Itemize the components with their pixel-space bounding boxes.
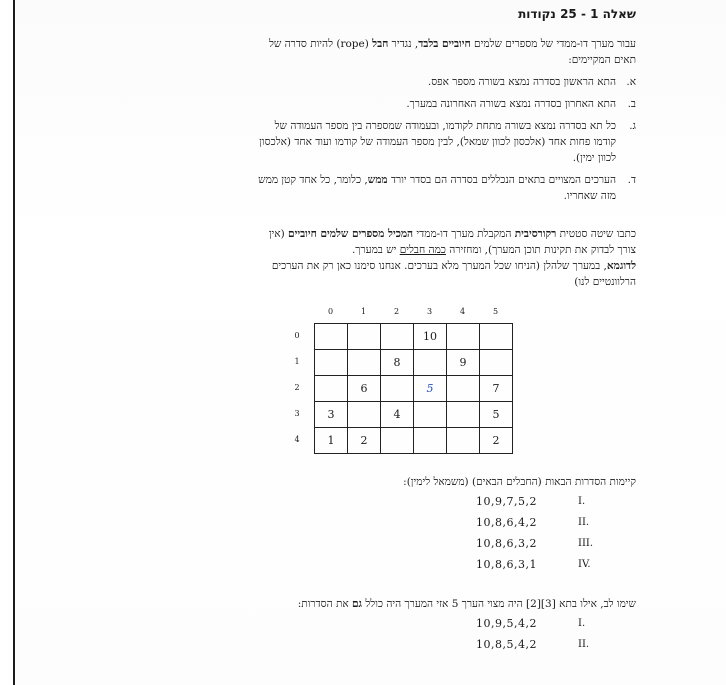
grid-cell: 10 [414,324,447,350]
grid-cell: 5 [480,402,513,428]
condition-bold-strict: ממש [367,174,388,186]
grid-cell: 2 [480,428,513,454]
grid-cell: 9 [447,350,480,376]
rope-number: II. [578,517,590,528]
row-header: 3 [294,409,300,418]
grid-cell [414,402,447,428]
grid-cell [414,428,447,454]
rope-sequence: 10,9,7,5,2 [476,495,537,508]
grid-table [314,323,513,454]
rope-item [256,515,636,536]
grid-cell: 7 [480,376,513,402]
question-title: שאלה 1 - 25 נקודות [518,7,636,21]
condition-label: ד. [627,174,636,186]
condition-text: התא הראשון בסדרה נמצא בשורה מספר אפס. [427,76,616,88]
note-number: II. [578,639,590,650]
task-text-2: המקבלת מערך דו-ממדי [413,228,515,240]
note-sequence: 10,9,5,4,2 [476,617,537,630]
grid-cell-handwritten: 5 [414,376,447,402]
grid-cell [480,350,513,376]
rope-number: III. [578,538,594,549]
column-header: 4 [459,307,466,316]
grid-cell: 3 [315,402,348,428]
grid-cell [315,376,348,402]
task-text-3: (אין צורך לבדוק את תקינות תוכן המערך), ומחזירה [268,228,636,256]
condition-text: , כלומר, כל אחד קטן ממש מזה שאחריו. [258,174,616,202]
rope-item [256,494,636,515]
rope-sequence: 10,8,6,4,2 [476,516,537,529]
column-header: 3 [426,307,433,316]
rope-sequence: 10,8,6,3,2 [476,537,537,550]
conditions-list [256,74,636,204]
note-bold-also: גם [352,598,363,610]
example-paragraph [256,258,636,290]
note-number: I. [578,618,586,629]
rope-item [256,557,636,578]
example-text: , במערך שלהלן (הניחו שכל המערך מלא בערכים. אנחנו סימנו כאן רק את הערכים הרלוונטיים לנו) [271,260,636,288]
note-item [256,616,636,637]
task-text-4: יש במערך. [351,244,400,256]
grid-row [315,324,513,350]
task-bold-recursive: רקורסיבית [514,228,557,240]
ropes-list [256,494,636,578]
grid-cell [447,428,480,454]
intro-text-2: , נגדיר [388,38,419,50]
task-bold-positive-ints: המכיל מספרים שלמים חיוביים [288,228,414,240]
grid-cell [348,324,381,350]
column-header: 0 [327,307,334,316]
intro-text-1: עבור מערך דו-ממדי של מספרים שלמים [470,38,636,50]
condition-label: ג. [629,120,636,132]
grid-cell: 1 [315,428,348,454]
task-text-1: כתבו שיטה סטטית [556,228,636,240]
condition-item [256,96,636,112]
task-underline-how-many: כמה חבלים [399,244,446,256]
row-header: 0 [294,331,300,340]
grid-row [315,402,513,428]
condition-item [256,118,636,166]
column-headers [314,306,512,318]
grid-cell [447,402,480,428]
condition-text: הערכים המצויים בתאים הנכללים בסדרה הם בסדר יורד [387,174,616,186]
condition-label: ב. [627,98,636,110]
grid-cell [381,376,414,402]
grid-cell [348,350,381,376]
page-left-edge [13,0,15,685]
intro-text-3: (rope) להיות סדרה של תאים המקיימים: [268,38,636,66]
ropes-heading: קיימות הסדרות הבאות (החבלים הבאים) (משמאל לימין): [403,476,636,488]
grid-cell [447,324,480,350]
rope-sequence: 10,8,6,3,1 [476,558,537,571]
task-paragraph [256,226,636,258]
intro-bold-rope: חבל [372,38,389,50]
grid-row [315,376,513,402]
row-header: 4 [294,435,300,444]
rope-item [256,536,636,557]
note-heading [256,596,636,612]
grid-cell: 6 [348,376,381,402]
grid-cell [315,350,348,376]
grid-cell: 8 [381,350,414,376]
condition-item [256,172,636,204]
grid-cell [480,324,513,350]
grid-cell [381,428,414,454]
scanned-page [16,0,726,685]
grid-cell [315,324,348,350]
example-grid [288,306,528,466]
grid-cell [414,350,447,376]
rope-number: IV. [578,559,591,570]
note-text-2: את הסדרות: [297,598,352,610]
grid-row [315,350,513,376]
note-sequence: 10,8,5,4,2 [476,638,537,651]
intro-paragraph [256,36,636,68]
note-item [256,637,636,658]
row-header: 1 [294,357,300,366]
grid-cell: 4 [381,402,414,428]
column-header: 5 [492,307,499,316]
rope-number: I. [578,496,586,507]
column-header: 2 [393,307,400,316]
grid-cell [348,402,381,428]
grid-row [315,428,513,454]
row-headers [288,323,308,455]
note-list [256,616,636,658]
condition-item [256,74,636,90]
condition-text: התא האחרון בסדרה נמצא בשורה האחרונה במערך. [406,98,616,110]
condition-text: כל תא בסדרה נמצא בשורה מתחת לקודמו, ובעמודה שמספרה בין מספר העמודה של קודמו פחות אחד (אלכסון לכוון שמאל), לבין מספר העמודה של קודמו ועוד אחד (אלכסון לכוון ימין). [259,120,616,164]
grid-cell: 2 [348,428,381,454]
grid-cell [381,324,414,350]
note-text-1: שימו לב, אילו בתא [3][2] היה מצוי הערך 5 אזי המערך היה כולל [362,598,636,610]
grid-cell [447,376,480,402]
column-header: 1 [360,307,367,316]
condition-label: א. [626,76,636,88]
intro-bold-positive: חיוביים בלבד [418,38,471,50]
example-bold: לדוגמא [606,260,636,272]
row-header: 2 [294,383,300,392]
